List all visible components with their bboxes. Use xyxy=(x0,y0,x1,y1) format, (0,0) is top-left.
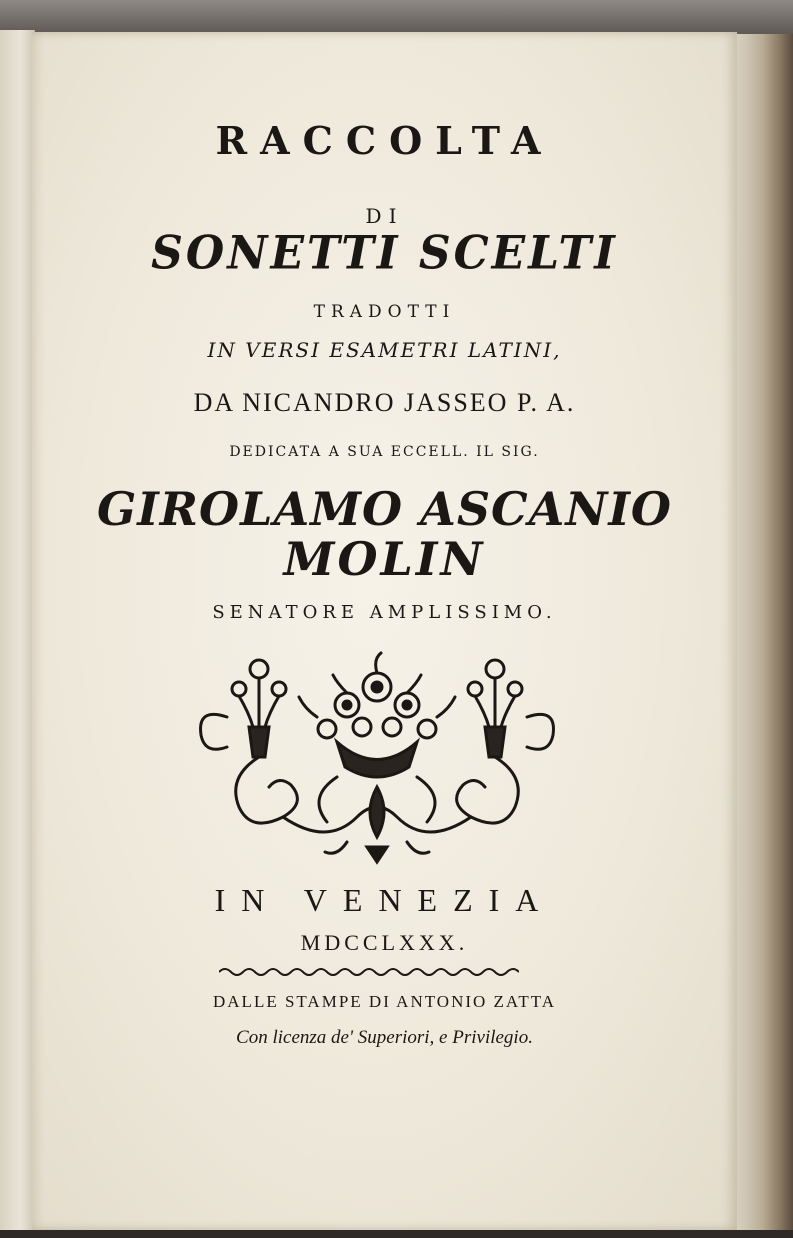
dedication-line: DEDICATA A SUA ECCELL. IL SIG. xyxy=(229,444,540,460)
imprint-year: MDCCLXXX. xyxy=(300,930,469,955)
title-raccolta: RACCOLTA xyxy=(215,118,554,163)
dedicatee-title: SENATORE AMPLISSIMO. xyxy=(212,602,557,623)
left-page-edge xyxy=(0,30,35,1230)
subtitle-tradotti: TRADOTTI xyxy=(313,302,456,322)
floral-vase-ornament-icon xyxy=(187,647,567,867)
license-line: Con licenza de' Superiori, e Privilegio. xyxy=(236,1027,533,1048)
printer-line: DALLE STAMPE DI ANTONIO ZATTA xyxy=(213,992,556,1011)
author-line: DA NICANDRO JASSEO P. A. xyxy=(193,388,576,417)
title-di: DI xyxy=(365,204,404,228)
dedicatee-name-2: MOLIN xyxy=(283,532,486,586)
wave-rule-divider xyxy=(219,966,519,978)
book-top-shadow xyxy=(0,0,793,36)
imprint-city: IN VENEZIA xyxy=(214,882,555,918)
title-page xyxy=(32,32,737,1230)
title-sonetti-scelti: SONETTI SCELTI xyxy=(151,226,618,281)
subtitle-versi: IN VERSI ESAMETRI LATINI, xyxy=(207,338,562,362)
dedicatee-name-1: GIROLAMO ASCANIO xyxy=(97,482,672,536)
